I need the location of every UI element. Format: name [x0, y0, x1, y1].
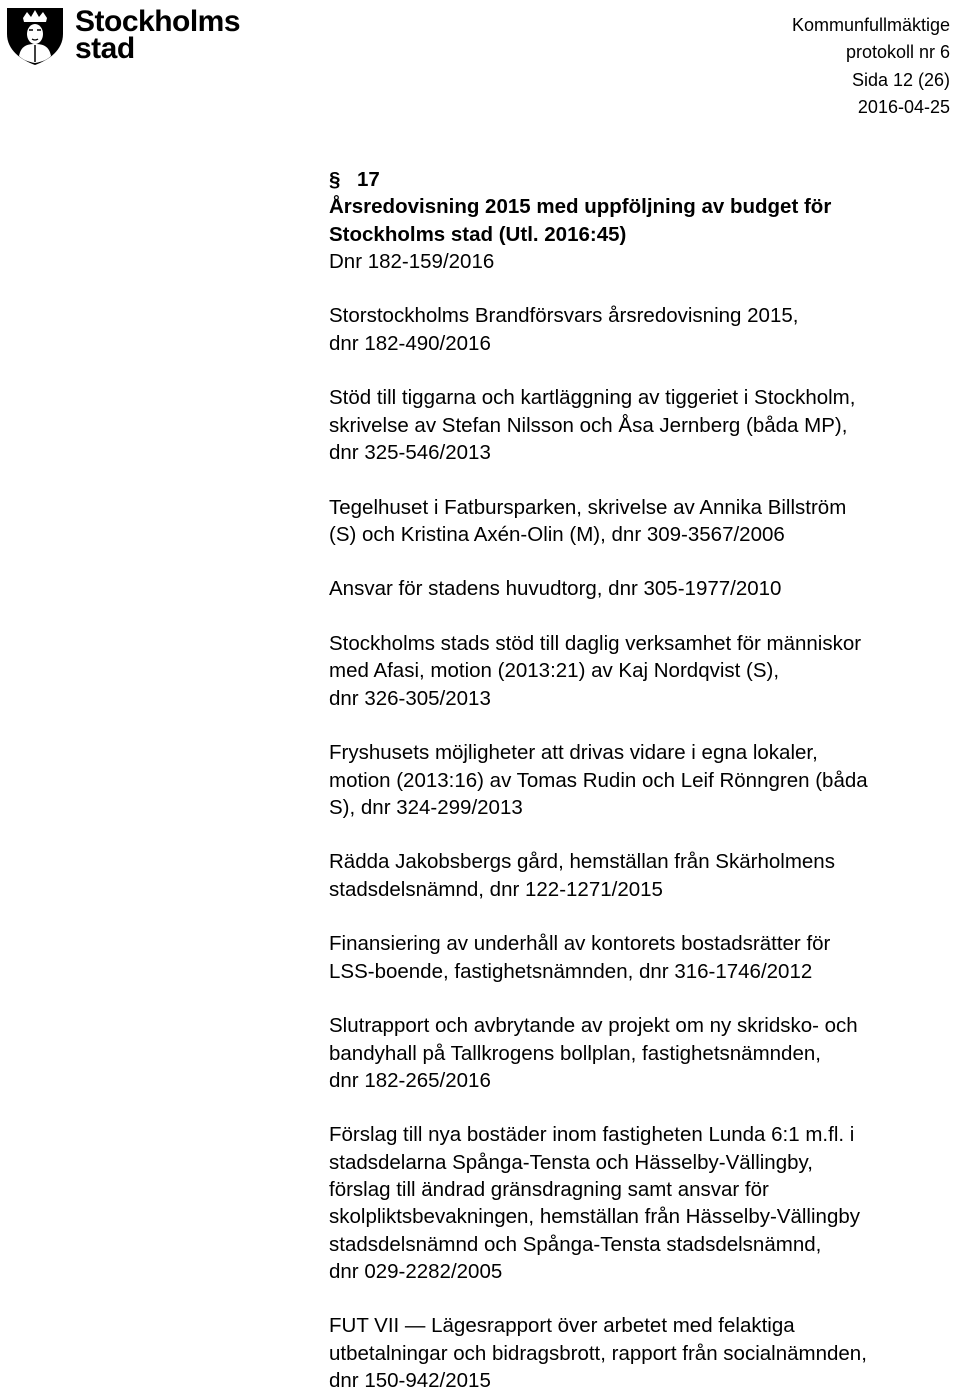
agenda-item	[329, 630, 959, 712]
agenda-item	[329, 739, 959, 821]
agenda-item	[329, 930, 959, 985]
agenda-item-line: Stockholms stads stöd till daglig verksamhet för människor	[329, 632, 862, 656]
agenda-item-line: Rädda Jakobsbergs gård, hemställan från Skärholmens	[329, 850, 835, 874]
agenda-items	[329, 302, 959, 1394]
agenda-item-line: stadsdelsnämnd, dnr 122-1271/2015	[329, 877, 663, 901]
agenda-item	[329, 494, 959, 549]
meta-body: Kommunfullmäktige	[791, 15, 950, 35]
agenda-item-line: dnr 326-305/2013	[329, 686, 491, 710]
agenda-item-line: (S) och Kristina Axén-Olin (M), dnr 309-3567/2006	[329, 522, 785, 546]
agenda-item-line: stadsdelarna Spånga-Tensta och Hässelby-Vällingby,	[329, 1150, 813, 1174]
agenda-item-line: dnr 182-265/2016	[329, 1068, 491, 1092]
agenda-item	[329, 1012, 959, 1094]
section-title	[329, 193, 959, 248]
agenda-item-line: Ansvar för stadens huvudtorg, dnr 305-1977/2010	[329, 577, 782, 601]
section-number	[329, 166, 959, 193]
agenda-item-line: dnr 150-942/2015	[329, 1369, 491, 1393]
agenda-item-line: dnr 325-546/2013	[329, 440, 491, 464]
agenda-item-line: förslag till ändrad gränsdragning samt ansvar för	[329, 1177, 769, 1201]
agenda-item-line: bandyhall på Tallkrogens bollplan, fastighetsnämnden,	[329, 1041, 821, 1065]
paragraph-sign: §	[329, 168, 341, 191]
agenda-item-line: FUT VII — Lägesrapport över arbetet med felaktiga	[329, 1314, 795, 1338]
agenda-item-line: stadsdelsnämnd och Spånga-Tensta stadsdelsnämnd,	[329, 1232, 822, 1256]
document-meta	[792, 12, 950, 121]
agenda-item-line: Finansiering av underhåll av kontorets bostadsrätter för	[329, 932, 831, 956]
stockholms-stad-logo	[3, 4, 241, 65]
agenda-item-line: med Afasi, motion (2013:21) av Kaj Nordqvist (S),	[329, 659, 780, 683]
agenda-item-line: Slutrapport och avbrytande av projekt om ny skridsko- och	[329, 1014, 858, 1038]
agenda-item	[329, 575, 959, 602]
section-number-value: 17	[357, 168, 380, 191]
protocol-section	[329, 166, 959, 1394]
section-dnr: Dnr 182-159/2016	[329, 249, 495, 273]
agenda-item-line: Förslag till nya bostäder inom fastigheten Lunda 6:1 m.fl. i	[329, 1123, 855, 1147]
agenda-item-line: Stöd till tiggarna och kartläggning av tiggeriet i Stockholm,	[329, 386, 856, 410]
logo-wordmark-line1: Stockholms	[75, 5, 241, 38]
agenda-item	[329, 848, 959, 903]
agenda-item-line: utbetalningar och bidragsbrott, rapport från socialnämnden,	[329, 1341, 867, 1365]
agenda-item	[329, 384, 959, 466]
agenda-item-line: Storstockholms Brandförsvars årsredovisning 2015,	[329, 304, 799, 328]
agenda-item-line: dnr 182-490/2016	[329, 331, 491, 355]
agenda-item-line: S), dnr 324-299/2013	[329, 795, 523, 819]
agenda-item-line: motion (2013:16) av Tomas Rudin och Leif Rönngren (båda	[329, 768, 868, 792]
agenda-item-line: Tegelhuset i Fatbursparken, skrivelse av Annika Billström	[329, 495, 847, 519]
agenda-item-line: skrivelse av Stefan Nilsson och Åsa Jernberg (båda MP),	[329, 413, 848, 437]
meta-page: Sida 12 (26)	[851, 69, 950, 90]
section-title-line: Årsredovisning 2015 med uppföljning av budget för	[329, 195, 832, 219]
agenda-item-line: dnr 029-2282/2005	[329, 1259, 503, 1283]
agenda-item-line: LSS-boende, fastighetsnämnden, dnr 316-1746/2012	[329, 959, 813, 983]
agenda-item-line: skolpliktsbevakningen, hemställan från Hässelby-Vällingby	[329, 1205, 860, 1229]
agenda-item	[329, 1312, 959, 1394]
meta-protocol: protokoll nr 6	[845, 42, 950, 63]
section-title-line: Stockholms stad (Utl. 2016:45)	[329, 222, 627, 246]
st-erik-emblem-icon	[3, 4, 67, 66]
logo-wordmark-line2: stad	[75, 32, 135, 65]
agenda-item	[329, 1121, 959, 1285]
agenda-item-line: Fryshusets möjligheter att drivas vidare i egna lokaler,	[329, 741, 818, 765]
meta-date: 2016-04-25	[857, 96, 950, 117]
agenda-item	[329, 302, 959, 357]
